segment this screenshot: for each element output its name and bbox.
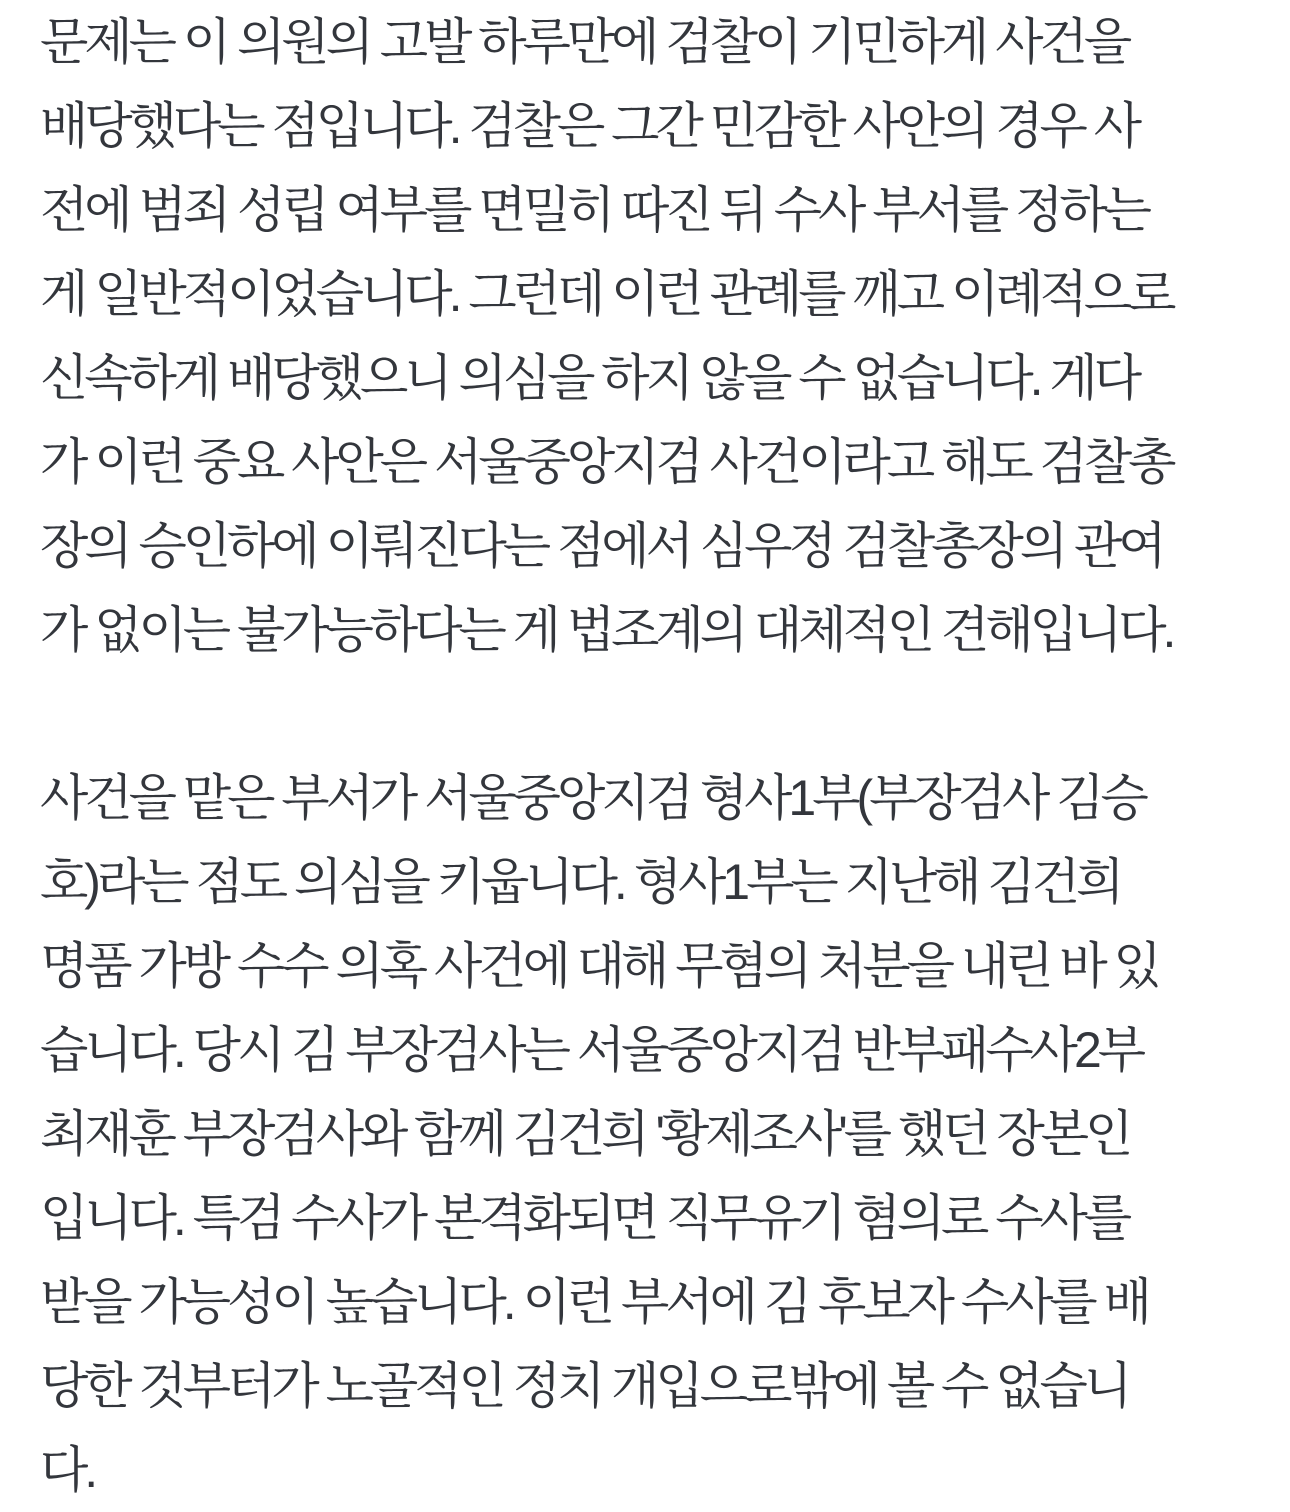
text-line: 습니다. 당시 김 부장검사는 서울중앙지검 반부패수사2부 [40,1022,1143,1078]
paragraph-2 [40,756,1254,1512]
text-line: 명품 가방 수수 의혹 사건에 대해 무혐의 처분을 내린 바 있 [40,938,1158,994]
text-line: 최재훈 부장검사와 함께 김건희 '황제조사'를 했던 장본인 [40,1106,1130,1162]
text-line: 다. [40,1442,95,1498]
text-line: 받을 가능성이 높습니다. 이런 부서에 김 후보자 수사를 배 [40,1274,1148,1330]
text-line: 사건을 맡은 부서가 서울중앙지검 형사1부(부장검사 김승 [40,770,1145,826]
text-line: 전에 범죄 성립 여부를 면밀히 따진 뒤 수사 부서를 정하는 [40,182,1148,238]
text-line: 호)라는 점도 의심을 키웁니다. 형사1부는 지난해 김건희 [40,854,1121,910]
text-line: 가 이런 중요 사안은 서울중앙지검 사건이라고 해도 검찰총 [40,434,1173,490]
text-line: 게 일반적이었습니다. 그런데 이런 관례를 깨고 이례적으로 [40,266,1173,322]
text-line: 당한 것부터가 노골적인 정치 개입으로밖에 볼 수 없습니 [40,1358,1129,1414]
text-line: 신속하게 배당했으니 의심을 하지 않을 수 없습니다. 게다 [40,350,1139,406]
text-line: 장의 승인하에 이뤄진다는 점에서 심우정 검찰총장의 관여 [40,518,1163,574]
paragraph-1 [40,0,1254,672]
text-line: 문제는 이 의원의 고발 하루만에 검찰이 기민하게 사건을 [40,14,1129,70]
text-line: 가 없이는 불가능하다는 게 법조계의 대체적인 견해입니다. [40,602,1173,658]
text-line: 배당했다는 점입니다. 검찰은 그간 민감한 사안의 경우 사 [40,98,1139,154]
text-line: 입니다. 특검 수사가 본격화되면 직무유기 혐의로 수사를 [40,1190,1129,1246]
